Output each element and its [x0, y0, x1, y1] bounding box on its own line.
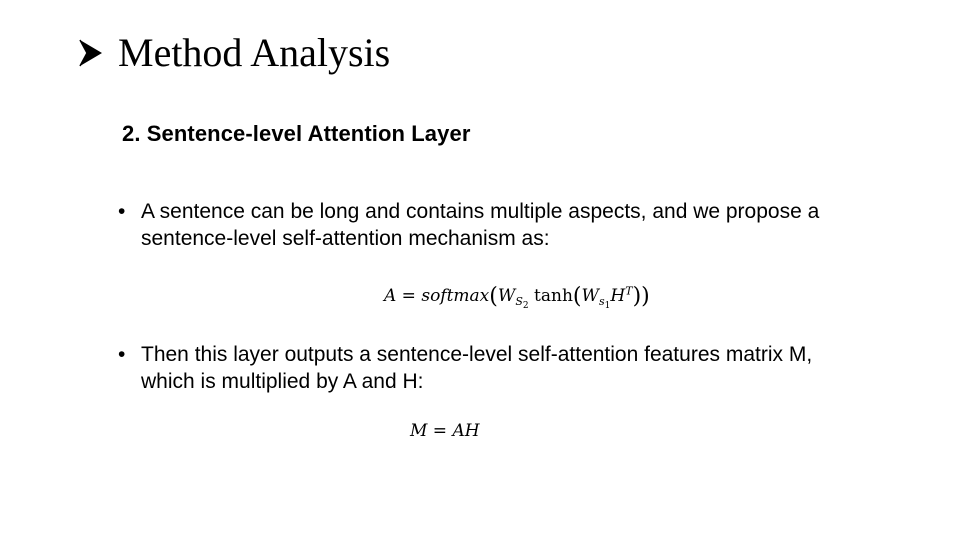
eq-features-text: M = AH [410, 421, 480, 441]
bullet-line: sentence-level self-attention mechanism as: [141, 227, 550, 250]
slide-title-row [78, 28, 390, 78]
arrow-bullet-icon [78, 38, 104, 68]
bullet-line: which is multiplied by A and H: [141, 370, 424, 393]
bullet-line: A sentence can be long and contains multiple aspects, and we propose a [141, 200, 820, 223]
eq-paren-open-2: ( [572, 284, 582, 309]
eq-w1-subsub: 1 [604, 301, 611, 312]
eq-softmax: softmax [421, 286, 490, 306]
eq-w2-subsub: 2 [522, 301, 529, 312]
eq-w2: W [497, 286, 516, 306]
eq-lhs: A [384, 286, 397, 306]
eq-tanh: tanh [534, 286, 573, 306]
bullet-line: Then this layer outputs a sentence-level self-attention features matrix M, [141, 343, 813, 366]
bullet-dot: • [118, 200, 126, 223]
eq-h-sup: T [625, 284, 633, 298]
section-heading: 2. Sentence-level Attention Layer [122, 121, 471, 146]
bullet-text [141, 341, 812, 395]
slide-title: Method Analysis [118, 30, 391, 75]
attention-equation [384, 284, 650, 312]
eq-w1-sub: s [599, 295, 605, 309]
bullet-dot: • [118, 343, 126, 366]
eq-paren-open: ( [489, 284, 498, 309]
eq-w2-sub: S [515, 295, 523, 309]
eq-equals: = [396, 286, 422, 306]
bullet-text [141, 198, 819, 252]
eq-paren-close: )) [632, 284, 650, 309]
eq-w1: W [581, 286, 599, 306]
features-equation [410, 421, 480, 441]
eq-h: H [610, 286, 626, 306]
